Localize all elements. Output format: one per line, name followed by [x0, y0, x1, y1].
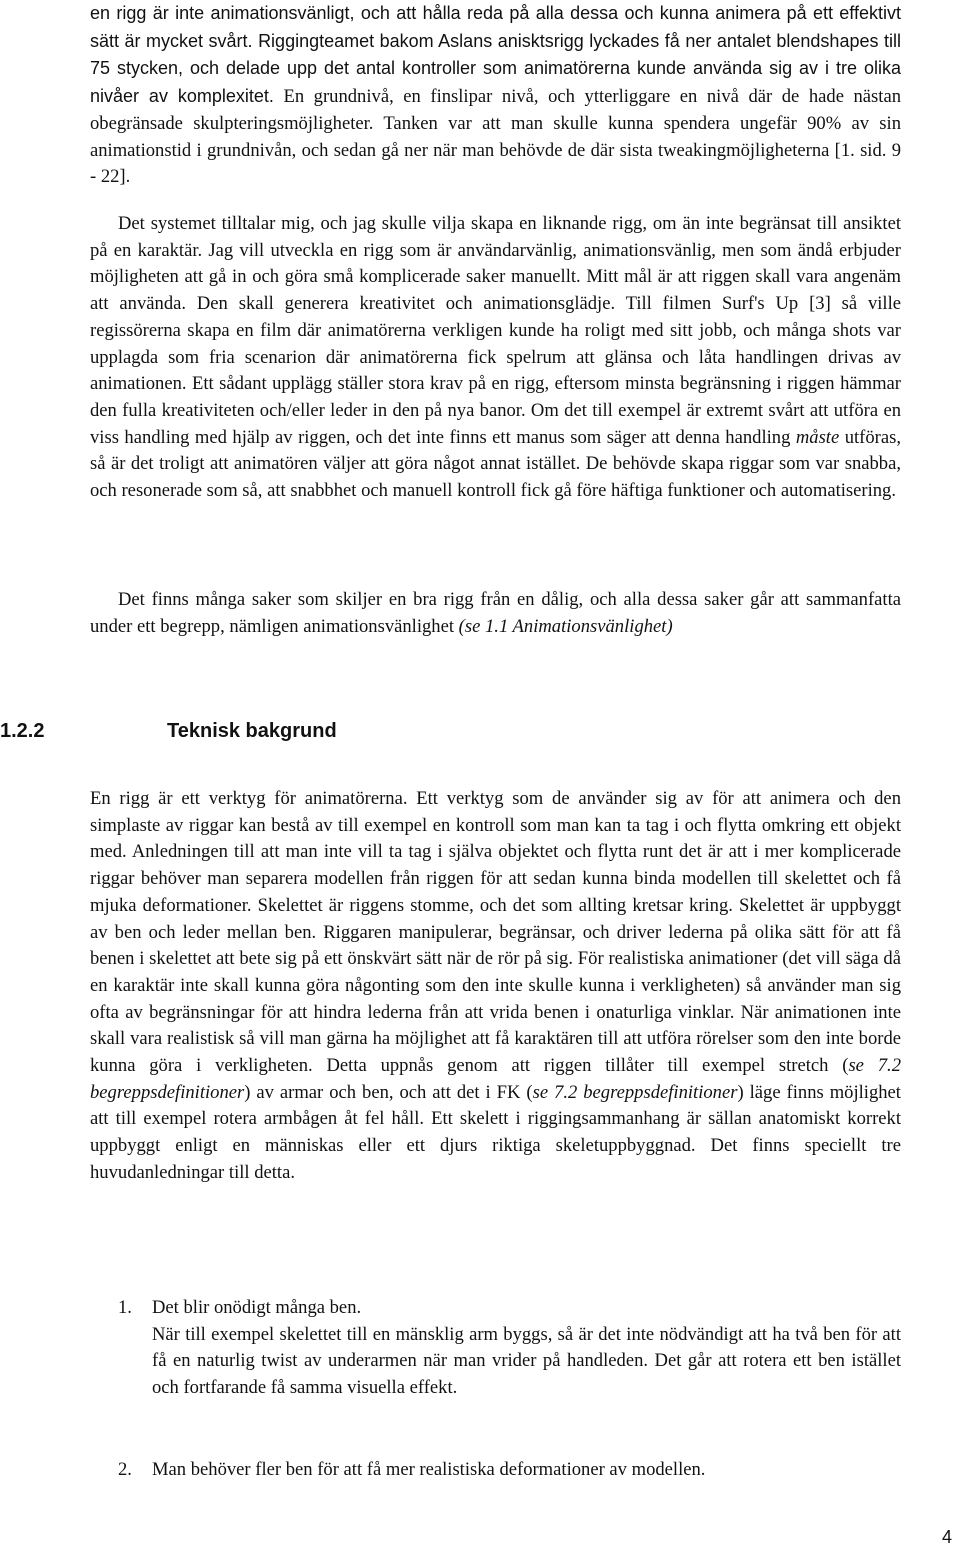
- cross-reference-7-2-a: se 7.2 begreppsdefinitioner: [90, 1055, 901, 1103]
- paragraph-rigg-goal-text-b: utföras, så är det troligt att animatören väljer att göra något annat istället. De behövde skapa riggar som var snabba, och resonerade som så, att snabbhet och manuell kontroll fick gå före häftiga funktioner och automatisering.: [90, 426, 901, 502]
- paragraph-animationsvanlighet-text: Det finns många saker som skiljer en bra rigg från en dålig, och alla dessa saker går att sammanfatta under ett begrepp, nämligen animationsvänlighet: [90, 589, 901, 637]
- paragraph-intro-sans: en rigg är inte animationsvänligt, och att hålla reda på alla dessa och kunna animera på ett effektivt sätt är mycket svårt. Riggingteamet bakom Aslans anisktsrigg lyckades få ner antalet blendshapes till 75 stycken, och delade upp det antal kontroller som animatörerna kunde använda sig av i tre olika nivåer av komplexitet.: [90, 3, 901, 107]
- list-item-2: [152, 1457, 901, 1484]
- list-item-1: [152, 1295, 901, 1402]
- cross-reference-7-2-b: se 7.2 begreppsdefinitioner: [532, 1081, 738, 1103]
- section-title: Teknisk bakgrund: [167, 720, 337, 742]
- paragraph-rigg-goal: [90, 211, 901, 505]
- paragraph-teknisk-bakgrund: [90, 786, 901, 1187]
- paragraph-animationsvanlighet: [90, 587, 901, 640]
- paragraph-teknisk-text-b: ) av armar och ben, och att det i FK (: [244, 1081, 533, 1103]
- section-number: 1.2.2: [0, 720, 45, 742]
- list-item-1-body: När till exempel skelettet till en mänsklig arm byggs, så är det inte nödvändigt att ha två ben för att få en naturlig twist av underarmen när man vrider på handleden. Det går att rotera ett ben istället och fortfarande få samma visuella effekt.: [152, 1323, 901, 1399]
- paragraph-rigg-goal-text-a: Det systemet tilltalar mig, och jag skulle vilja skapa en liknande rigg, om än inte begränsat till ansiktet på en karaktär. Jag vill utveckla en rigg som är användarvänlig, animationsvänlig, men som ändå erbjuder möjligheten att gå in och göra små komplicerade saker manuellt. Mitt mål är att riggen skall vara angenäm att använda. Den skall generera kreativitet och animationsglädje. Till filmen Surf's Up [3] så ville regissörerna skapa en film där animatörerna verkligen kunde ha roligt med sitt jobb, och många shots var upplagda som fria scenarion där animatörerna fick spelrum att glänsa och låta handlingen drivas av animationen. Ett sådant upplägg ställer stora krav på en rigg, eftersom minsta begränsning i riggen hämmar den fulla kreativiteten och/eller leder in den på nya banor. Om det till exempel är extremt svårt att utföra en viss handling med hjälp av riggen, och det inte finns ett manus som säger att denna handling: [90, 213, 901, 448]
- paragraph-teknisk-text-c: ) läge finns möjlighet att till exempel rotera armbågen åt fel håll. Ett skelett i riggingsammanhang är sällan anatomiskt korrekt uppbyggt enligt en människas eller ett djurs riktiga skeletuppbyggnad. Det finns speciellt tre huvudanledningar till detta.: [90, 1081, 901, 1183]
- paragraph-intro: [90, 0, 901, 191]
- paragraph-intro-serif: En grundnivå, en finslipar nivå, och ytterliggare en nivå där de hade nästan obegränsade skulpteringsmöjligheter. Tanken var att man skulle kunna spendera ungefär 90% av sin animationstid i grundnivån, och sedan gå ner när man behövde de där sista tweakingmöjligheterna [1. sid. 9 - 22].: [90, 86, 902, 188]
- list-item-2-number: 2.: [118, 1459, 132, 1480]
- cross-reference-1-1: (se 1.1 Animationsvänlighet): [458, 615, 673, 637]
- paragraph-teknisk-text-a: En rigg är ett verktyg för animatörerna. Ett verktyg som de använder sig av för att animera och den simplaste av riggar kan bestå av till exempel en kontroll som man kan ta tag i och flytta omkring ett objekt med. Anledningen till att man inte vill ta tag i själva objektet och flytta runt det är att i mer komplicerade riggar behöver man separera modellen från riggen för att sedan kunna binda modellen till skelettet och få mjuka deformationer. Skelettet är riggens stomme, och det som allting kretsar kring. Skelettet är uppbyggt av ben och leder mellan ben. Riggaren manipulerar, begränsar, och driver lederna på olika sätt för att få benen i skelettet att bete sig på ett önskvärt sätt när de rör på sig. För realistiska animationer (det vill säga då en karaktär inte skall kunna göra någonting som den inte skulle kunna i verkligheten) så använder man sig ofta av begränsningar för att hindra lederna från att vrida benen i onaturliga vinklar. När animationen inte skall vara realistisk så vill man gärna ha möjlighet att få karaktären till att utföra rörelser som den inte borde kunna göra i verkligheten. Detta uppnås genom att riggen tillåter till exempel stretch (: [90, 788, 901, 1077]
- list-item-2-title: Man behöver fler ben för att få mer realistiska deformationer av modellen.: [152, 1459, 706, 1480]
- list-item-1-number: 1.: [118, 1297, 132, 1318]
- list-item-1-title: Det blir onödigt många ben.: [152, 1297, 362, 1318]
- emphasis-maste: måste: [795, 426, 840, 448]
- page-number: 4: [941, 1527, 952, 1547]
